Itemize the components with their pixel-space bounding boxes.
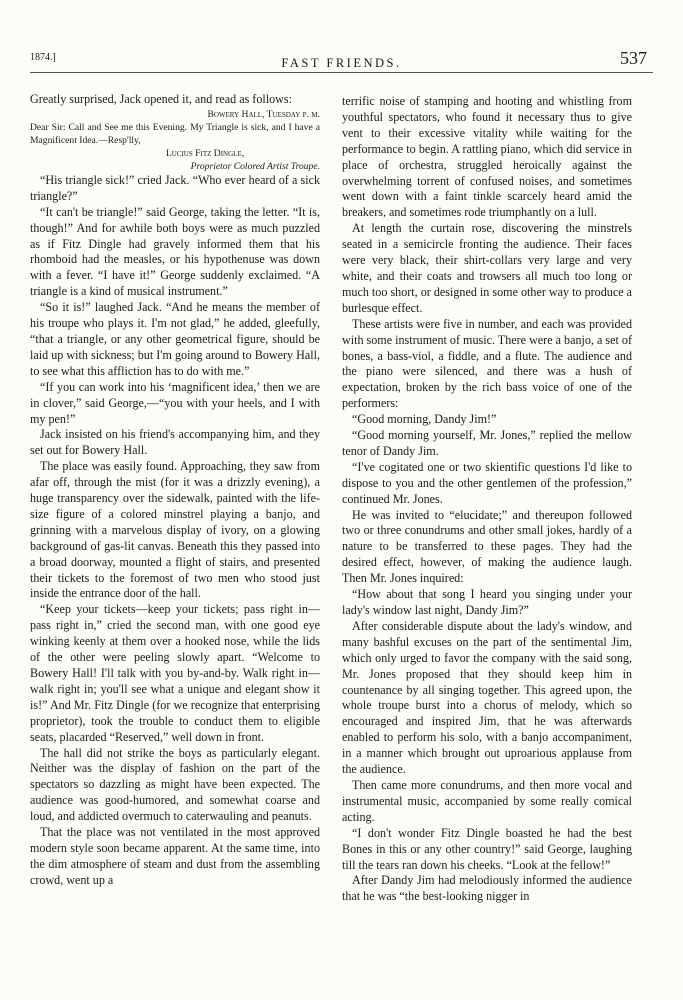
paragraph: “Keep your tickets—keep your tickets; pass right in—pass right in,” cried the second man, with one good eye winking keenly at them over a hooked nose, while the lids of the other were peeling slowly apart. “Welcome to Bowery Hall! I'll talk with you by-and-by. Walk right in—walk right in; you'll see what a unique and elegant show it is!” And Mr. Fitz Dingle (for we recognize that enterprising proprietor), took the trouble to conduct them to eligible seats, placarded “Reserved,” well down in front. (30, 602, 320, 744)
paragraph: At length the curtain rose, discovering the minstrels seated in a semicircle fronting the audience. Their faces were very black, their shirt-collars very large and very white, and their coats and trowsers all much too long or much too short, or designed in some other way to produce a burlesque effect. (342, 221, 632, 315)
running-head-year: 1874.] (30, 52, 56, 63)
paragraph: “I don't wonder Fitz Dingle boasted he had the best Bones in this or any other country!” said George, laughing till the tears ran down his cheeks. “Look at the fellow!” (342, 825, 632, 872)
letter-signature: Lucius Fitz Dingle, (165, 147, 245, 159)
paragraph: After Dandy Jim had melodiously informed the audience that he was “the best-looking nigger in (342, 873, 632, 904)
letter-block (30, 108, 320, 173)
running-head-title: FAST FRIENDS. (281, 56, 402, 70)
paragraph: The hall did not strike the boys as particularly elegant. Neither was the display of fashion on the part of the spectators so dazzling as might have been expected. The audience was good-humored, and somewhat coarse and loud, and addicted overmuch to caterwauling and peanuts. (30, 745, 320, 824)
right-column (342, 94, 632, 905)
letter-body: Dear Sir: Call and See me this Evening. My Triangle is sick, and I have a Magnificent Idea.—Resp'lly, (30, 121, 320, 146)
paragraph: Then came more conundrums, and then more vocal and instrumental music, accompanied by some really comical acting. (342, 777, 632, 824)
paragraph: He was invited to “elucidate;” and thereupon followed two or three conundrums and other small jokes, hardly of a nature to be transferred to these pages. They had the desired effect, however, of making the audience laugh. Then Mr. Jones inquired: (342, 507, 632, 586)
letter-role: Proprietor Colored Artist Troupe. (190, 160, 320, 172)
paragraph: “How about that song I heard you singing under your lady's window last night, Dandy Jim?” (342, 587, 632, 617)
paragraph: “Good morning yourself, Mr. Jones,” replied the mellow tenor of Dandy Jim. (342, 428, 632, 458)
paragraph: “It can't be triangle!” said George, taking the letter. “It is, though!” And for awhile both boys were as much puzzled as if Fitz Dingle had gravely informed them that his rhomboid had the measles, or his hypothenuse was down with a fever. “I have it!” George suddenly exclaimed. “A triangle is a kind of musical instrument.” (30, 204, 320, 299)
paragraph: “His triangle sick!” cried Jack. “Who ever heard of a sick triangle?” (30, 172, 320, 203)
paragraph: The place was easily found. Approaching, they saw from afar off, through the mist (for it was a drizzly evening), a huge transparency over the sidewalk, painted with the life-size figure of a colored minstrel playing a banjo, and grinning with a marvelous display of ivory, on a glowing background of gas-lit canvas. Beneath this they passed into a broad doorway, mounted a flight of stairs, and presented their tickets to the foremost of two men who stood just inside the entrance door of the hall. (30, 459, 320, 601)
paragraph: “If you can work into his ‘magnificent idea,’ then we are in clover,” said George,—“you with your heels, and I with my pen!” (30, 379, 320, 426)
paragraph: “Good morning, Dandy Jim!” (352, 412, 497, 427)
letter-place-date: Bowery Hall, Tuesday p. m. (207, 108, 320, 120)
left-column (30, 92, 320, 889)
intro-paragraph: Greatly surprised, Jack opened it, and read as follows: (30, 92, 292, 106)
page-number: 537 (620, 48, 647, 68)
paragraph: “So it is!” laughed Jack. “And he means the member of his troupe who plays it. I'm not glad,” he added, gleefully, “that a triangle, or any other geometrical figure, should be laid up with sickness; but I'm going around to Bowery Hall, to see what this affliction has to do with me.” (30, 300, 320, 378)
paragraph: Jack insisted on his friend's accompanying him, and they set out for Bowery Hall. (30, 427, 320, 458)
paragraph: terrific noise of stamping and hooting and whistling from youthful spectators, who found it necessary thus to give vent to their excessive vitality while waiting for the performance to begin. A rattling piano, which did service in place of orchestra, struggled heroically against the overwhelming torrent of confused noises, and sometimes went down with a faint tinkle scarcely heard amid the breakers, and sometimes rode triumphantly on a lull. (342, 94, 632, 220)
paragraph: After considerable dispute about the lady's window, and many bashful excuses on the part of the sentimental Jim, which only urged to favor the company with the said song, Mr. Jones proposed that they should keep him in countenance by all singing together. This agreed upon, the whole troupe burst into a chorus of melody, which so encouraged and inspired Jim, that he was afterwards enabled to perform his solo, with a banjo accompaniment, in a manner which brought out uproarious applause from the audience. (342, 618, 632, 777)
paragraph: That the place was not ventilated in the most approved modern style soon became apparent. At the same time, into the dim atmosphere of steam and dust from the assembling crowd, went up a (30, 825, 320, 887)
paragraph: These artists were five in number, and each was provided with some instrument of music. There were a banjo, a set of bones, a bass-viol, a fiddle, and a flute. The audience and the piano were silenced, and there was a hush of expectation, broken by the rich bass voice of one of the performers: (342, 316, 632, 411)
header-rule (30, 72, 653, 73)
paragraph: “I've cogitated one or two skientific questions I'd like to dispose to you and the other gentlemen of the profession,” continued Mr. Jones. (342, 459, 632, 506)
